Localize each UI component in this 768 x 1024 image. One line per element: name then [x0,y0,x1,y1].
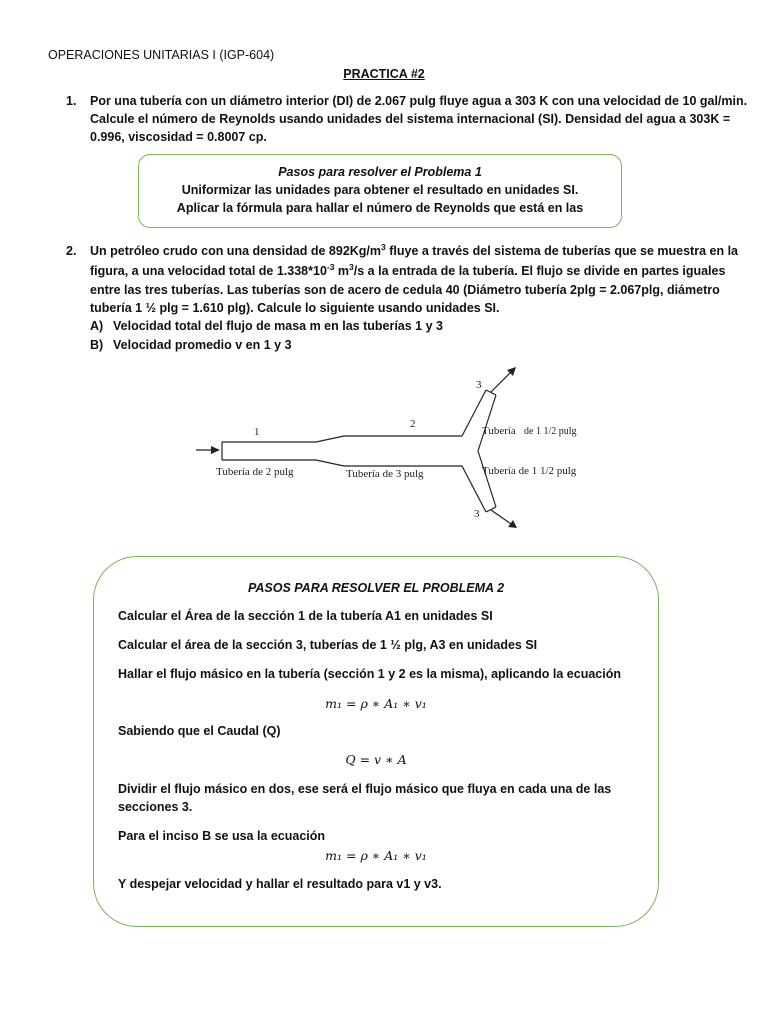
label-pipe-3in: Tubería de 3 pulg [346,468,424,480]
label-section-3-bottom: 3 [474,508,480,520]
branch-bottom-end [486,507,496,512]
problem-2-steps-box [93,556,659,927]
label-section-2: 2 [410,418,416,430]
problem-2-step-7: Y despejar velocidad y hallar el resultado para v1 y v3. [118,877,442,891]
problem-2-step-5a: Dividir el flujo másico en dos, ese será el flujo másico que fluya en cada una de las [118,782,612,796]
problem-2-line-3: entre las tres tuberías. Las tuberías son de acero de cedula 40 (Diámetro tubería 2plg = 2.067plg, diámetro [90,283,720,297]
problem-2-item-b: Velocidad promedio v en 1 y 3 [113,338,292,352]
problem-1-line-2: Calcule el número de Reynolds usando unidades del sistema internacional (SI). Densidad del agua a 303K = [90,112,731,126]
outlet-bottom-arrow-head [508,520,517,528]
problem-2-line-4: tubería 1 ½ plg = 1.610 plg). Calcule lo siguiente usando unidades SI. [90,301,500,315]
problem-2-step-1: Calcular el Área de la sección 1 de la tubería A1 en unidades SI [118,609,493,623]
problem-2-step-2: Calcular el área de la sección 3, tuberías de 1 ½ plg, A3 en unidades SI [118,638,538,652]
problem-2-item-a-marker: A) [90,319,104,333]
problem-2-steps-title: PASOS PARA RESOLVER EL PROBLEMA 2 [247,581,505,595]
problem-2-step-5b: secciones 3. [118,800,193,814]
label-pipe-top-suffix: de 1 1/2 pulg [524,426,577,437]
expansion-top-wall [316,436,344,442]
problem-2-step-4: Sabiendo que el Caudal (Q) [118,724,281,738]
problem-2-step-6: Para el inciso B se usa la ecuación [118,829,326,843]
label-section-1: 1 [254,426,260,438]
problem-1-step-2: Aplicar la fórmula para hallar el número de Reynolds que está en las [176,201,584,215]
problem-1-number: 1. [66,94,77,108]
branch-bottom-inner-wall [478,451,496,507]
problem-2-item-a: Velocidad total del flujo de masa m en las tuberías 1 y 3 [113,319,443,333]
pipe-system-diagram [196,364,606,530]
problem-2-step-3: Hallar el flujo másico en la tubería (sección 1 y 2 es la misma), aplicando la ecuación [118,667,621,681]
expansion-bottom-wall [316,460,344,466]
label-section-3-top: 3 [476,379,482,391]
label-pipe-top-prefix: Tubería [482,425,516,437]
problem-2-line-2: figura, a una velocidad total de $1.338*10^{-3}$ $m^3/s$ a la entrada de la tubería. El flujo se divide en partes iguales [90,261,726,278]
label-pipe-2in: Tubería de 2 pulg [216,466,294,478]
equation-mass-flow-2: m₁ = ρ ∗ A₁ ∗ v₁ [325,848,427,863]
equation-mass-flow-1: m₁ = ρ ∗ A₁ ∗ v₁ [325,696,427,711]
problem-2-number: 2. [66,244,77,258]
problem-2-line-1: Un petróleo crudo con una densidad de $892Kg/m^3$ fluye a través del sistema de tuberías que se muestra en la [90,241,738,258]
label-pipe-bottom: Tubería de 1 1/2 pulg [482,465,577,477]
problem-1-steps-title: Pasos para resolver el Problema 1 [278,165,482,179]
equation-flow-rate: Q = v ∗ A [345,752,407,767]
course-title: OPERACIONES UNITARIAS I (IGP-604) [48,48,275,62]
problem-1-step-1: Uniformizar las unidades para obtener el resultado en unidades SI. [181,183,579,197]
practice-title: PRACTICA #2 [343,67,425,81]
problem-1-line-1: Por una tubería con un diámetro interior (DI) de 2.067 pulg fluye agua a 303 K con una velocidad de 10 gal/min. [90,94,748,108]
problem-1-steps-box [138,154,622,228]
problem-1-line-3: 0.996, viscosidad = 0.8007 cp. [90,130,267,144]
branch-top-inner-wall [478,395,496,451]
branch-top-end [486,390,496,395]
inlet-arrow-head [211,446,220,454]
problem-2-item-b-marker: B) [90,338,104,352]
